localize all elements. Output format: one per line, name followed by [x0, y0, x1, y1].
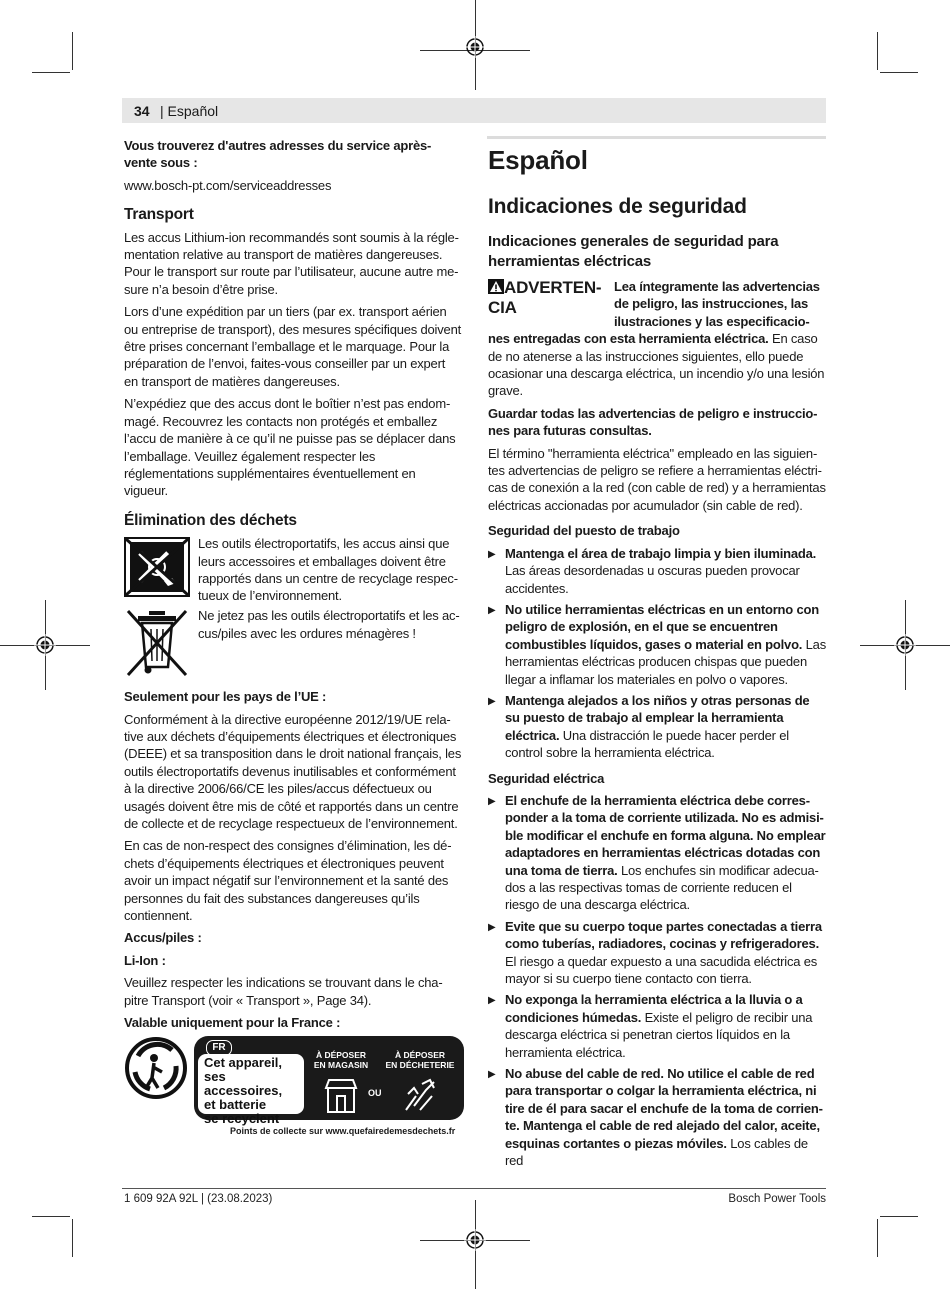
triman-text: se recyclent [204, 1111, 280, 1126]
shop-icon [322, 1076, 360, 1114]
store-label-line: À DÉPOSER [315, 1050, 367, 1060]
ou-label: OU [368, 1088, 382, 1098]
no-battery-waste-icon [124, 537, 190, 597]
bullet-text: Las áreas desordenadas u oscuras pueden provocar accidentes. [505, 563, 800, 596]
crop-mark [72, 1219, 73, 1257]
footer-brand: Bosch Power Tools [728, 1193, 826, 1205]
triman-text: et batterie [204, 1097, 267, 1112]
triman-panel [194, 1036, 464, 1126]
disposal-block [124, 535, 462, 685]
collection-points-text: Points de collecte sur www.quefairedemesdechets.fr [230, 1126, 456, 1136]
bullet-bold: Mantenga alejados a los niños y otras personas de su puesto de trabajo al emplear la herramienta eléctrica. [505, 692, 810, 743]
liion-heading: Li-Ion : [124, 952, 166, 968]
crop-mark [880, 1216, 918, 1217]
eu-paragraph: Conformément à la directive européenne 2012/19/UE relative aux déchets d’équipements électriques et électroniques (DEEE) et sa transposition dans le droit national français, les outils électroportatifs devenus inutilisables et conformément à la directive 2006/66/CE les piles/accus défectueux ou usagés doivent être mis de côté et rapportés dans un centre de collecte et de recyclage respectueux de l’environnement. [124, 711, 462, 831]
safety-bullet [488, 545, 826, 597]
crop-mark [72, 32, 73, 70]
safety-bullet [488, 918, 826, 988]
store-label [310, 1050, 372, 1070]
page-header [122, 98, 826, 123]
crop-mark [32, 1216, 70, 1217]
transport-heading: Transport [124, 206, 194, 224]
term-paragraph: El término "herramienta eléctrica" empleado en las siguientes advertencias de peligro se refiere a herramientas eléctricas de conexión a la red (con cable de red) y a herramientas eléctricas accionadas por acumulador (sin cable de red). [488, 445, 826, 513]
transport-paragraph: N’expédiez que des accus dont le boîtier n’est pas endommagé. Recouvrez les contacts non protégés et emballez l’accu de manière à ce qu’il ne puisse pas se déplacer dans l’emballage. Veuillez également respecter les réglementations supplémentaires éventuellement en vigueur. [124, 396, 456, 499]
bullet-text: Existe el peligro de recibir una descarga eléctrica si penetran ciertos líquidos en la herramienta eléctrica. [505, 1009, 813, 1060]
work-area-heading: Seguridad del puesto de trabajo [488, 523, 680, 539]
fr-badge: FR [206, 1040, 232, 1056]
eu-heading: Seulement pour les pays de l’UE : [124, 689, 327, 705]
triman-icon [124, 1036, 188, 1100]
safety-bullet [488, 792, 826, 914]
crop-mark [880, 72, 918, 73]
warning-block [488, 278, 826, 400]
batteries-heading: Accus/piles : [124, 930, 202, 946]
crossed-bin-icon [124, 607, 190, 677]
bullet-bold: Evite que su cuerpo toque partes conectadas a tierra como tuberías, radiadores, cocinas y refrigeradores. [505, 918, 822, 952]
france-heading: Valable uniquement pour la France : [124, 1015, 341, 1031]
electrical-heading: Seguridad eléctrica [488, 770, 605, 786]
transport-paragraph: Lors d’une expédition par un tiers (par ex. transport aérien ou entreprise de transport), des mesures spécifiques doivent être prises concernant l’emballage et le marquage. Pour la préparation de l’envoi, faites-vous conseiller par un expert en transport de matières dangereuses. [124, 304, 462, 389]
footer-divider [122, 1188, 826, 1189]
transport-paragraph: Les accus Lithium-ion recommandés sont soumis à la réglementation relative au transport de matières dangereuses. Pour le transport sur route par l’utilisateur, aucune autre mesure n’a besoin d’être prise. [124, 229, 459, 297]
header-section: | Español [160, 103, 219, 119]
registration-mark-icon [464, 1229, 486, 1251]
disposal-heading: Élimination des déchets [124, 511, 297, 529]
triman-text: ses accessoires, [204, 1069, 283, 1098]
warning-triangle-icon [488, 279, 504, 294]
bullet-bold: No utilice herramientas eléctricas en un entorno con peligro de explosión, en el que se encuentren combustibles líquidos, gases o material en polvo. [505, 601, 819, 652]
recycling-center-icon [400, 1076, 440, 1114]
language-title: Español [488, 145, 588, 175]
triman-block [124, 1036, 466, 1140]
divider [487, 136, 826, 139]
registration-mark-icon [464, 36, 486, 58]
bullet-bold: No abuse del cable de red. No utilice el cable de red para transportar o colgar la herramienta eléctrica, ni tire de él para sacar el enchufe de la toma de corriente. Mantenga el cable de red alejado del calor, aceite, esquinas cortantes o piezas móviles. [505, 1066, 823, 1151]
disposal-paragraph: Ne jetez pas les outils électroportatifs et les accus/piles avec les ordures ménagères ! [198, 608, 460, 641]
left-column [124, 137, 462, 1036]
warning-label-text: ADVERTENCIA [488, 278, 602, 317]
service-addresses-label: Vous trouverez d'autres adresses du service après-vente sous : [124, 138, 432, 171]
disposal-paragraph: Les outils électroportatifs, les accus ainsi que leurs accessoires et emballages doivent être rapportés dans un centre de recyclage respectueux de l’environnement. [198, 536, 459, 604]
dump-label-line: EN DÉCHETERIE [385, 1060, 455, 1070]
safety-bullet [488, 601, 826, 688]
bullet-text: Los cables de red [505, 1135, 808, 1169]
dump-label [380, 1050, 460, 1070]
safety-bullet [488, 692, 826, 762]
service-url: www.bosch-pt.com/serviceaddresses [124, 177, 332, 193]
dump-label-line: À DÉPOSER [394, 1050, 446, 1060]
right-column [488, 144, 826, 1174]
warning-bold-text: Lea íntegramente las advertencias de peligro, las instrucciones, las ilustraciones y las especificaciones entregadas con esta herramienta eléctrica. [488, 279, 820, 347]
keep-instructions: Guardar todas las advertencias de peligro e instrucciones para futuras consultas. [488, 405, 818, 439]
registration-mark-icon [894, 634, 916, 656]
bullet-bold: Mantenga el área de trabajo limpia y bien iluminada. [505, 545, 817, 561]
bullet-text: El riesgo a quedar expuesto a una sacudida eléctrica es mayor si su cuerpo tiene contacto con tierra. [505, 953, 818, 987]
page-number: 34 [134, 103, 150, 119]
bullet-text: Una distracción le puede hacer perder el control sobre la herramienta eléctrica. [505, 727, 789, 761]
crop-mark [877, 32, 878, 70]
bullet-bold: No exponga la herramienta eléctrica a la lluvia o a condiciones húmedas. [505, 992, 803, 1025]
general-safety-heading: Indicaciones generales de seguridad para herramientas eléctricas [488, 233, 779, 270]
safety-title: Indicaciones de seguridad [488, 195, 747, 218]
warning-text: En caso de no atenerse a las instrucciones siguientes, ello puede ocasionar una descarga eléctrica, un incendio y/o una lesión grave. [488, 331, 825, 399]
crop-mark [877, 1219, 878, 1257]
liion-paragraph: Veuillez respecter les indications se trouvant dans le chapitre Transport (voir « Transport », Page 34). [124, 975, 443, 1008]
safety-bullet [488, 991, 826, 1061]
crop-mark [32, 72, 70, 73]
footer-doc-number: 1 609 92A 92L | (23.08.2023) [124, 1193, 273, 1205]
eu-paragraph: En cas de non-respect des consignes d’élimination, les déchets d’équipements électriques et électroniques peuvent avoir un impact négatif sur l’environnement et la santé des personnes du fait des substances dangereuses qu’ils contiennent. [124, 838, 452, 923]
bullet-text: Las herramientas eléctricas producen chispas que pueden llegar a inflamar los materiales en polvo o vapores. [505, 636, 827, 687]
warning-label [488, 278, 606, 318]
triman-recycle-box [198, 1054, 304, 1126]
safety-bullet [488, 1065, 826, 1169]
bullet-bold: El enchufe de la herramienta eléctrica debe corresponder a la toma de corriente utilizada. No es admisible modificar el enchufe en forma alguna. No emplear adaptadores en herramientas eléctricas dotadas con una toma de tierra. [505, 792, 826, 878]
bullet-text: Los enchufes sin modificar adecuados a las respectivas tomas de corriente reducen el riesgo de una descarga eléctrica. [505, 862, 819, 913]
triman-text: Cet appareil, [204, 1055, 283, 1070]
store-label-line: EN MAGASIN [313, 1060, 369, 1070]
registration-mark-icon [34, 634, 56, 656]
